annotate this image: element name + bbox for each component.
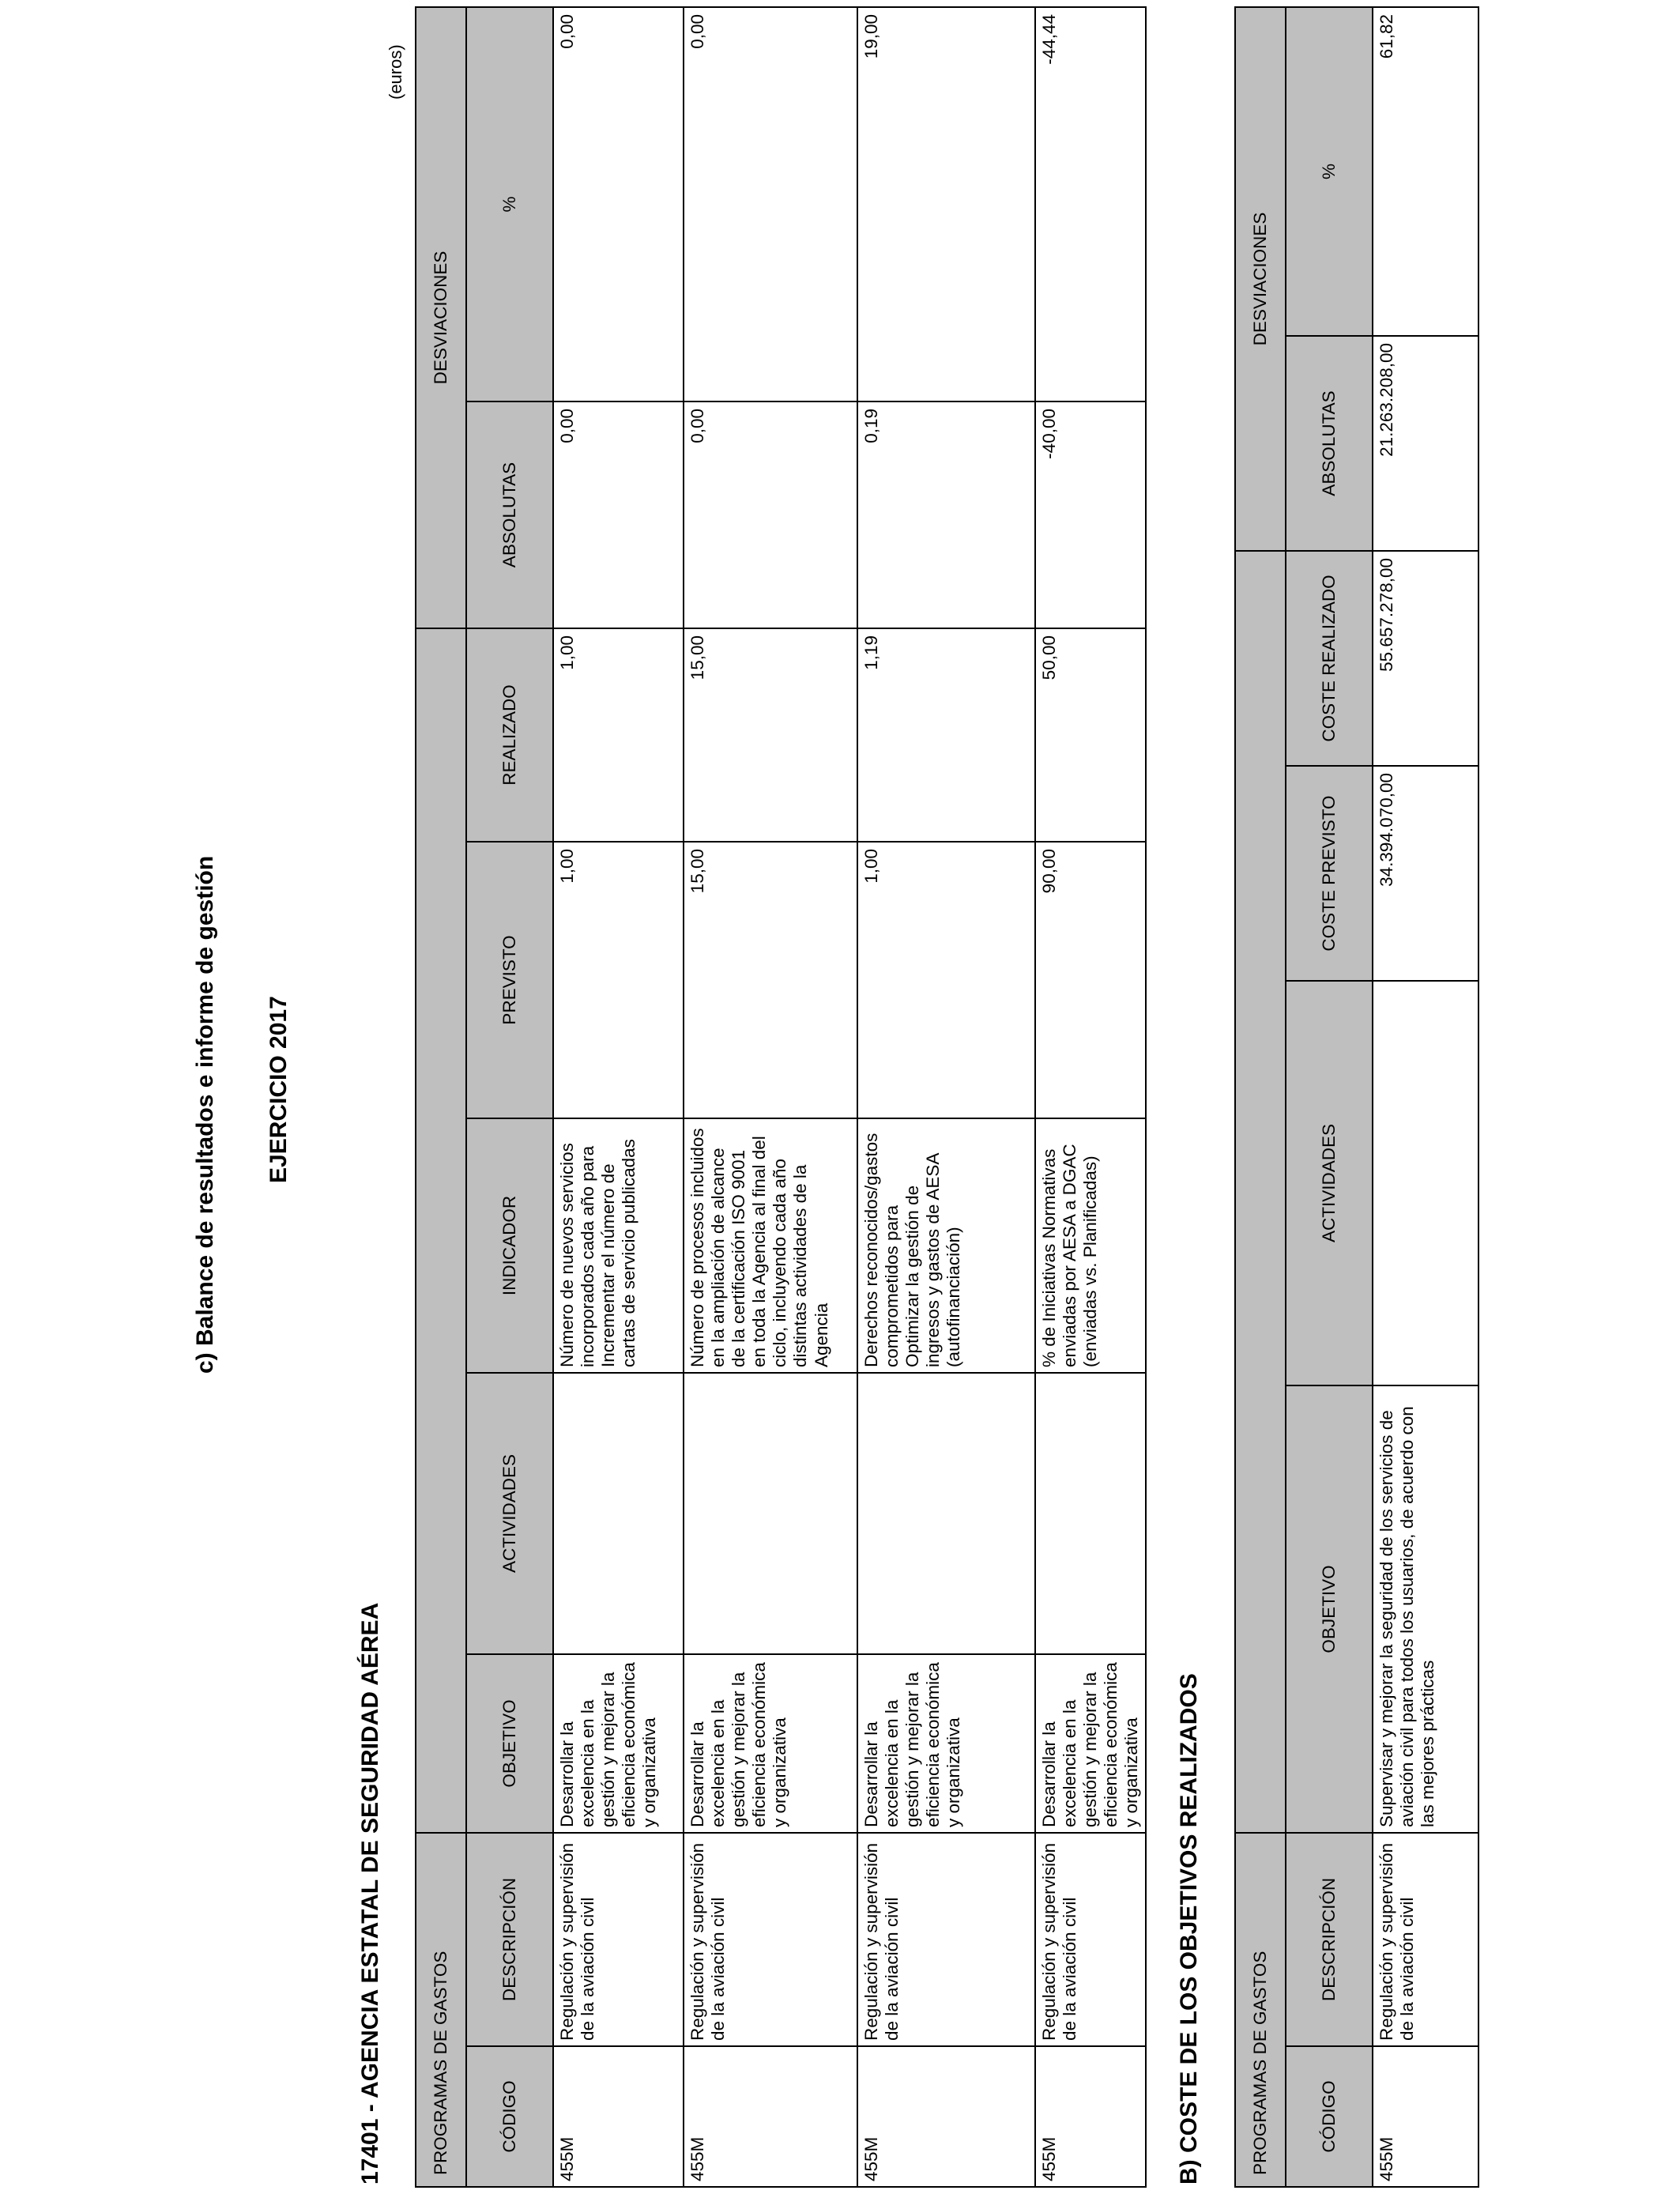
col-header-descripcion: DESCRIPCIÓN [466, 1833, 553, 2046]
col-header-actividades: ACTIVIDADES [466, 1373, 553, 1654]
cell-objetivo: Desarrollar la excelencia en la gestión y mejorar la eficiencia económica y organizativa [684, 1654, 857, 1833]
cell-pct: -44,44 [1035, 7, 1146, 401]
balance-group-programas: PROGRAMAS DE GASTOS [416, 1833, 466, 2187]
cost-column-header-row [1286, 7, 1373, 2187]
cell-descripcion: Regulación y supervisión de la aviación civil [684, 1833, 857, 2046]
cell-absolutas: 0,00 [684, 401, 857, 628]
col-header-absolutas: ABSOLUTAS [466, 401, 553, 628]
cell-pct: 0,00 [553, 7, 684, 401]
cost-group-programas: PROGRAMAS DE GASTOS [1235, 1833, 1286, 2187]
cell-realizado: 50,00 [1035, 628, 1146, 842]
cell-codigo: 455M [857, 2046, 1035, 2187]
section-b-title: B) COSTE DE LOS OBJETIVOS REALIZADOS [1176, 1673, 1202, 2185]
col-header-objetivo: OBJETIVO [1286, 1385, 1373, 1833]
cell-objetivo: Desarrollar la excelencia en la gestión y mejorar la eficiencia económica y organizativa [553, 1654, 684, 1833]
cell-previsto: 15,00 [684, 842, 857, 1118]
col-header-realizado: REALIZADO [466, 628, 553, 842]
main-title: c) Balance de resultados e informe de gestión [192, 855, 218, 1374]
cell-coste-previsto: 34.394.070,00 [1373, 766, 1478, 981]
cell-objetivo: Supervisar y mejorar la seguridad de los servicios de aviación civil para todos los usuarios, de acuerdo con las mejores prácticas [1373, 1385, 1478, 1833]
cell-realizado: 1,00 [553, 628, 684, 842]
cell-codigo: 455M [553, 2046, 684, 2187]
col-header-indicador: INDICADOR [466, 1118, 553, 1373]
cell-absolutas: -40,00 [1035, 401, 1146, 628]
cell-descripcion: Regulación y supervisión de la aviación civil [553, 1833, 684, 2046]
cell-descripcion: Regulación y supervisión de la aviación civil [1373, 1833, 1478, 2046]
cell-coste-realizado: 55.657.278,00 [1373, 551, 1478, 766]
table-row [1035, 7, 1146, 2187]
col-header-pct: % [1286, 7, 1373, 336]
balance-group-spacer [416, 628, 466, 1833]
col-header-objetivo: OBJETIVO [466, 1654, 553, 1833]
cell-indicador: Número de nuevos servicios incorporados cada año para Incrementar el número de cartas de servicio publicadas [553, 1118, 684, 1373]
col-header-actividades: ACTIVIDADES [1286, 981, 1373, 1385]
col-header-coste-previsto: COSTE PREVISTO [1286, 766, 1373, 981]
col-header-descripcion: DESCRIPCIÓN [1286, 1833, 1373, 2046]
balance-table [415, 6, 1147, 2188]
year-title: EJERCICIO 2017 [266, 996, 292, 1183]
cell-descripcion: Regulación y supervisión de la aviación civil [857, 1833, 1035, 2046]
cell-codigo: 455M [684, 2046, 857, 2187]
cell-indicador: Derechos reconocidos/gastos comprometidos para Optimizar la gestión de ingresos y gastos de AESA (autofinanciación) [857, 1118, 1035, 1373]
cell-descripcion: Regulación y supervisión de la aviación civil [1035, 1833, 1146, 2046]
cell-actividades [684, 1373, 857, 1654]
cell-codigo: 455M [1035, 2046, 1146, 2187]
cell-objetivo: Desarrollar la excelencia en la gestión y mejorar la eficiencia económica y organizativa [857, 1654, 1035, 1833]
cell-absolutas: 0,19 [857, 401, 1035, 628]
col-header-pct: % [466, 7, 553, 401]
table-row [684, 7, 857, 2187]
currency-note: (euros) [386, 44, 405, 100]
cell-actividades [857, 1373, 1035, 1654]
col-header-absolutas: ABSOLUTAS [1286, 336, 1373, 551]
balance-group-desviaciones: DESVIACIONES [416, 7, 466, 628]
balance-group-header-row [416, 7, 466, 2187]
col-header-codigo: CÓDIGO [1286, 2046, 1373, 2187]
balance-column-header-row [466, 7, 553, 2187]
cell-absolutas: 0,00 [553, 401, 684, 628]
cell-objetivo: Desarrollar la excelencia en la gestión y mejorar la eficiencia económica y organizativa [1035, 1654, 1146, 1833]
cost-group-header-row [1235, 7, 1286, 2187]
col-header-previsto: PREVISTO [466, 842, 553, 1118]
cell-actividades [553, 1373, 684, 1654]
cell-previsto: 1,00 [857, 842, 1035, 1118]
cell-actividades [1373, 981, 1478, 1385]
cell-previsto: 1,00 [553, 842, 684, 1118]
cell-pct: 19,00 [857, 7, 1035, 401]
cell-pct: 0,00 [684, 7, 857, 401]
agency-title: 17401 - AGENCIA ESTATAL DE SEGURIDAD AÉREA [357, 1602, 383, 2185]
cell-previsto: 90,00 [1035, 842, 1146, 1118]
cell-realizado: 1,19 [857, 628, 1035, 842]
cost-group-spacer [1235, 551, 1286, 1833]
cell-actividades [1035, 1373, 1146, 1654]
cell-indicador: Número de procesos incluidos en la ampliación de alcance de la certificación ISO 9001 en toda la Agencia al final del ciclo, incluyendo cada año distintas actividades de la Agencia [684, 1118, 857, 1373]
col-header-coste-realizado: COSTE REALIZADO [1286, 551, 1373, 766]
cost-group-desviaciones: DESVIACIONES [1235, 7, 1286, 551]
table-row [553, 7, 684, 2187]
table-row [1373, 7, 1478, 2187]
cell-codigo: 455M [1373, 2046, 1478, 2187]
col-header-codigo: CÓDIGO [466, 2046, 553, 2187]
cell-absolutas: 21.263.208,00 [1373, 336, 1478, 551]
cell-realizado: 15,00 [684, 628, 857, 842]
cost-table [1234, 6, 1479, 2188]
table-row [857, 7, 1035, 2187]
cell-indicador: % de Iniciativas Normativas enviadas por AESA a DGAC (enviadas vs. Planificadas) [1035, 1118, 1146, 1373]
cell-pct: 61,82 [1373, 7, 1478, 336]
